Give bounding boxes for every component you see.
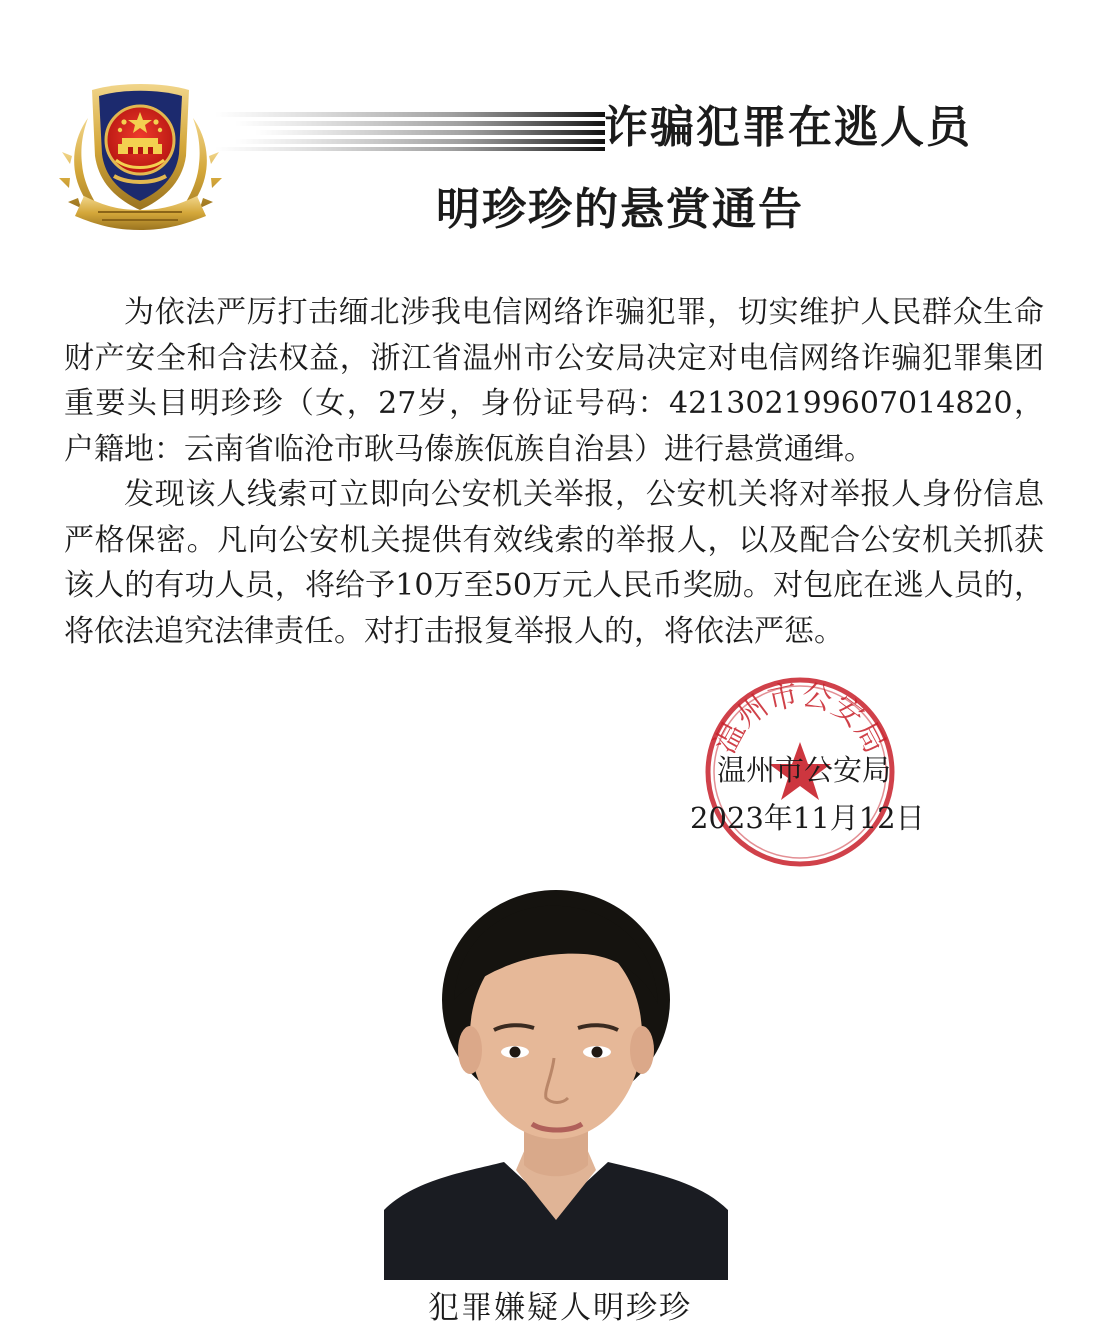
notice-paragraph-1: 为依法严厉打击缅北涉我电信网络诈骗犯罪，切实维护人民群众生命财产安全和合法权益，浙江省温州市公安局决定对电信网络诈骗犯罪集团重要头目明珍珍（女，27岁，身份证号码：421302199607014820，户籍地：云南省临沧市耿马傣族佤族自治县）进行悬赏通缉。 [64, 295, 1044, 467]
notice-title-line1: 诈骗犯罪在逃人员 [604, 102, 972, 153]
title-decoration-stripe [215, 110, 605, 152]
issuing-organization: 温州市公安局 [716, 753, 891, 787]
police-badge-icon [58, 78, 223, 236]
notice-title-line2: 明珍珍的悬赏通告 [436, 184, 804, 235]
issue-date: 2023年11月12日 [690, 801, 925, 835]
notice-paragraph-2: 发现该人线索可立即向公安机关举报，公安机关将对举报人身份信息严格保密。凡向公安机关提供有效线索的举报人，以及配合公安机关抓获该人的有功人员，将给予10万至50万元人民币奖励。对包庇在逃人员的，将依法追究法律责任。对打击报复举报人的，将依法严惩。 [64, 477, 1044, 649]
photo-caption: 犯罪嫌疑人明珍珍 [428, 1290, 692, 1326]
suspect-photo [384, 880, 728, 1280]
seal-text: 温州市公安局 [707, 677, 893, 760]
notice-body [64, 290, 1044, 654]
